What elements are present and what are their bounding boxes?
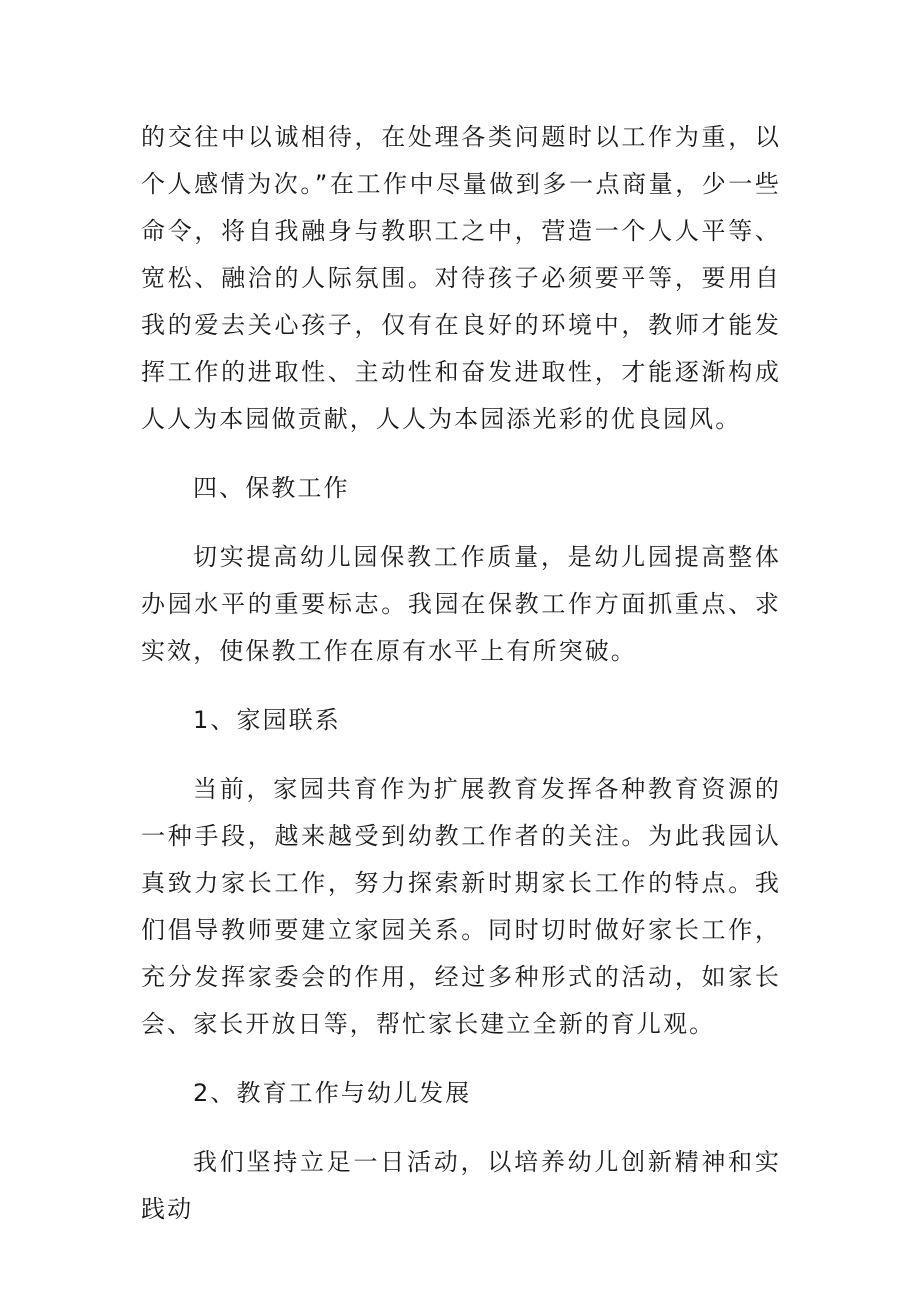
subheading-jiayuan-lianxi: 1、家园联系 bbox=[193, 706, 341, 734]
subheading-jiaoyu-gongzuo: 2、教育工作与幼儿发展 bbox=[193, 1079, 472, 1107]
paragraph-baojiao-intro: 切实提高幼儿园保教工作质量，是幼儿园提高整体办园水平的重要标志。我园在保教工作方面抓重点、求实效，使保教工作在原有水平上有所突破。 bbox=[141, 543, 781, 665]
paragraph-continued: 的交往中以诚相待，在处理各类问题时以工作为重，以个人感情为次。”在工作中尽量做到多一点商量，少一些命令，将自我融身与教职工之中，营造一个人人平等、宽松、融洽的人际氛围。对待孩子必须要平等，要用自我的爱去关心孩子，仅有在良好的环境中，教师才能发挥工作的进取性、主动性和奋发进取性，才能逐渐构成人人为本园做贡献，人人为本园添光彩的优良园风。 bbox=[141, 123, 781, 433]
section-heading-baojiao: 四、保教工作 bbox=[193, 474, 350, 502]
document-body bbox=[141, 114, 781, 1255]
paragraph-jiayuan-lianxi: 当前，家园共育作为扩展教育发挥各种教育资源的一种手段，越来越受到幼教工作者的关注。为此我园认真致力家长工作，努力探索新时期家长工作的特点。我们倡导教师要建立家园关系。同时切时做好家长工作，充分发挥家委会的作用，经过多种形式的活动，如家长会、家长开放日等，帮忙家长建立全新的育儿观。 bbox=[141, 775, 781, 1038]
paragraph-jiaoyu-gongzuo: 我们坚持立足一日活动，以培养幼儿创新精神和实践动 bbox=[141, 1148, 781, 1223]
